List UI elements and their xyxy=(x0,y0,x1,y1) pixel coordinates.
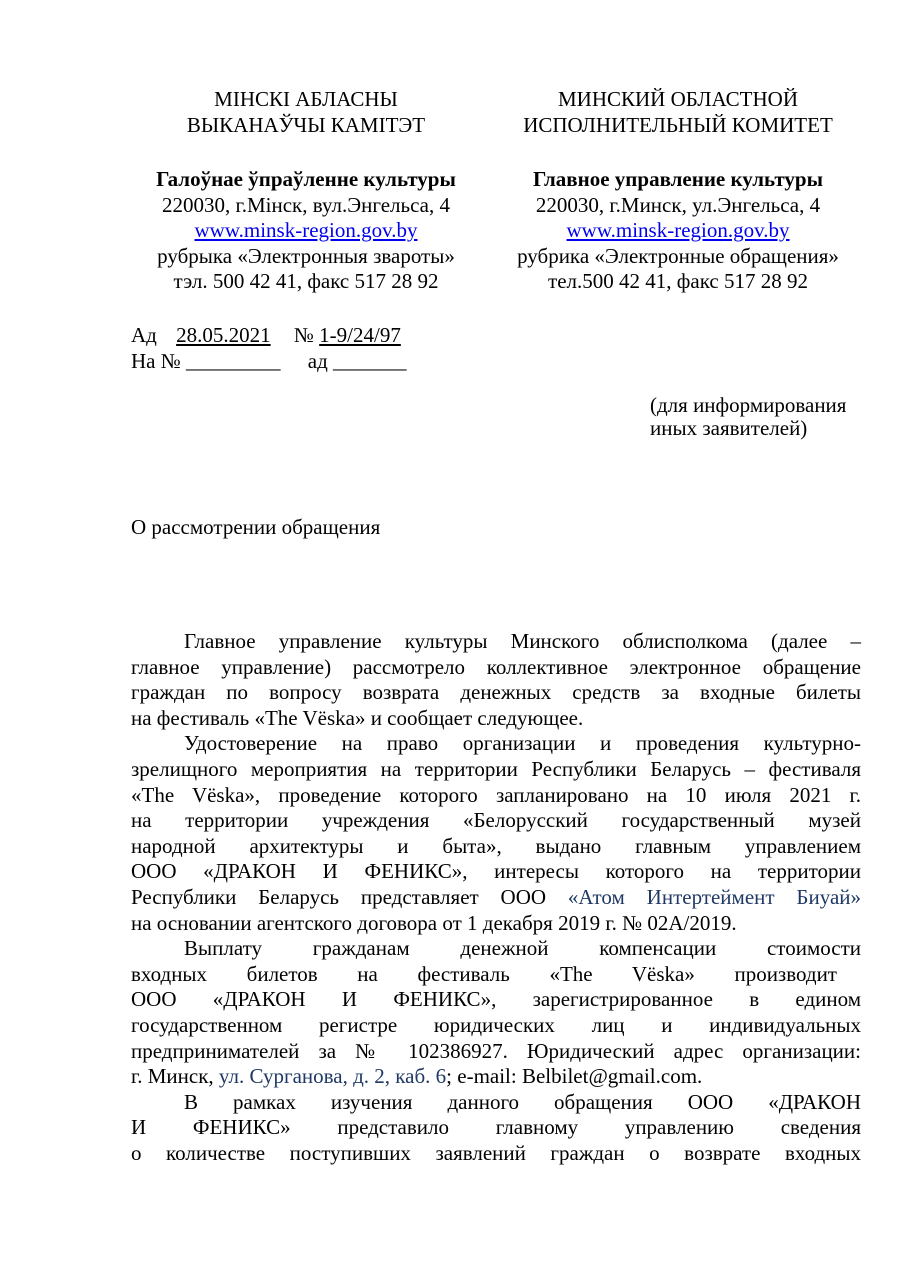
reference-date-blank: _______ xyxy=(333,349,407,373)
website-link[interactable]: www.minsk-region.gov.by xyxy=(194,218,418,242)
website-link[interactable]: www.minsk-region.gov.by xyxy=(566,218,790,242)
header-belarusian xyxy=(131,87,481,295)
text-line: В рамках изучения данного обращения ООО «ДРАКОН xyxy=(184,1089,861,1114)
text-line xyxy=(131,1064,861,1090)
number-label: № xyxy=(293,323,314,347)
letter-date: 28.05.2021 xyxy=(176,323,271,347)
text-line: зрелищного мероприятия на территории Республики Беларусь – фестиваля xyxy=(131,756,861,781)
text-line: главное управление) рассмотрело коллективное электронное обращение xyxy=(131,654,861,679)
addressee-line: (для информирования xyxy=(650,393,847,417)
text-line: ООО «ДРАКОН И ФЕНИКС», зарегистрированное в едином xyxy=(131,987,861,1012)
org-name-line1: МІНСКІ АБЛАСНЫ xyxy=(214,87,398,111)
address: 220030, г.Минск, ул.Энгельса, 4 xyxy=(535,192,821,217)
text-line: Удостоверение на право организации и проведения культурно- xyxy=(184,731,861,756)
rubric: рубрика «Электронные обращения» xyxy=(517,243,839,268)
text-line: народной архитектуры и быта», выдано главным управлением xyxy=(131,833,861,858)
text-segment: ; e-mail: Belbilet@gmail.com. xyxy=(446,1064,703,1089)
org-name-line2: ВЫКАНАЎЧЫ КАМІТЭТ xyxy=(186,112,426,137)
phone-fax: тэл. 500 42 41, факс 517 28 92 xyxy=(173,269,439,293)
reference-line xyxy=(131,349,407,375)
reference-label: На № xyxy=(131,349,181,373)
text-line: входных билетов на фестиваль «The Vëska» производит xyxy=(131,961,837,986)
text-line: на фестиваль «The Vëska» и сообщает следующее. xyxy=(131,705,584,730)
letter-number: 1-9/24/97 xyxy=(319,323,401,347)
from-label: Ад xyxy=(131,323,157,347)
rubric: рубрыка «Электронныя звароты» xyxy=(157,243,455,268)
reference-blank: _________ xyxy=(186,349,281,373)
text-line: о количестве поступивших заявлений граждан о возврате входных xyxy=(131,1140,861,1165)
company-name: «Атом Интертеймент Биуай» xyxy=(567,884,861,909)
text-line: граждан по вопросу возврата денежных средств за входные билеты xyxy=(131,680,861,705)
paragraph-3 xyxy=(131,936,861,1090)
department-name: Главное управление культуры xyxy=(533,167,823,191)
addressee-line: иных заявителей) xyxy=(650,416,808,440)
header-russian xyxy=(490,87,866,295)
registration-line xyxy=(131,323,401,349)
paragraph-1 xyxy=(131,629,861,731)
text-line: государственном регистре юридических лиц и индивидуальных xyxy=(131,1012,861,1037)
paragraph-2 xyxy=(131,731,861,936)
address: 220030, г.Мінск, вул.Энгельса, 4 xyxy=(162,192,450,217)
text-line: Главное управление культуры Минского облисполкома (далее – xyxy=(184,629,861,653)
street-address: ул. Сурганова, д. 2, каб. 6 xyxy=(218,1064,447,1089)
text-line: ООО «ДРАКОН И ФЕНИКС», интересы которого на территории xyxy=(131,859,861,884)
phone-fax: тел.500 42 41, факс 517 28 92 xyxy=(548,269,808,293)
text-segment: г. Минск, xyxy=(131,1064,219,1089)
text-line: И ФЕНИКС» представило главному управлению сведения xyxy=(131,1115,861,1140)
reference-date-label: ад xyxy=(307,349,328,373)
subject: О рассмотрении обращения xyxy=(131,515,381,539)
text-line: Выплату гражданам денежной компенсации стоимости xyxy=(184,936,861,961)
paragraph-4 xyxy=(131,1090,861,1167)
org-name-line1: МИНСКИЙ ОБЛАСТНОЙ xyxy=(558,87,798,111)
text-line: на основании агентского договора от 1 декабря 2019 г. № 02А/2019. xyxy=(131,910,737,935)
text-line: «The Vëska», проведение которого запланировано на 10 июля 2021 г. xyxy=(131,782,861,807)
text-line: на территории учреждения «Белорусский государственный музей xyxy=(131,808,861,833)
text-line: предпринимателей за № 102386927. Юридический адрес организации: xyxy=(131,1038,861,1063)
addressee xyxy=(650,394,846,440)
department-name: Галоўнае ўпраўленне культуры xyxy=(156,167,456,191)
text-segment: Республики Беларусь представляет ООО xyxy=(131,884,568,909)
org-name-line2: ИСПОЛНИТЕЛЬНЫЙ КОМИТЕТ xyxy=(523,112,833,137)
letter-body xyxy=(131,629,861,1166)
text-line xyxy=(131,885,861,911)
